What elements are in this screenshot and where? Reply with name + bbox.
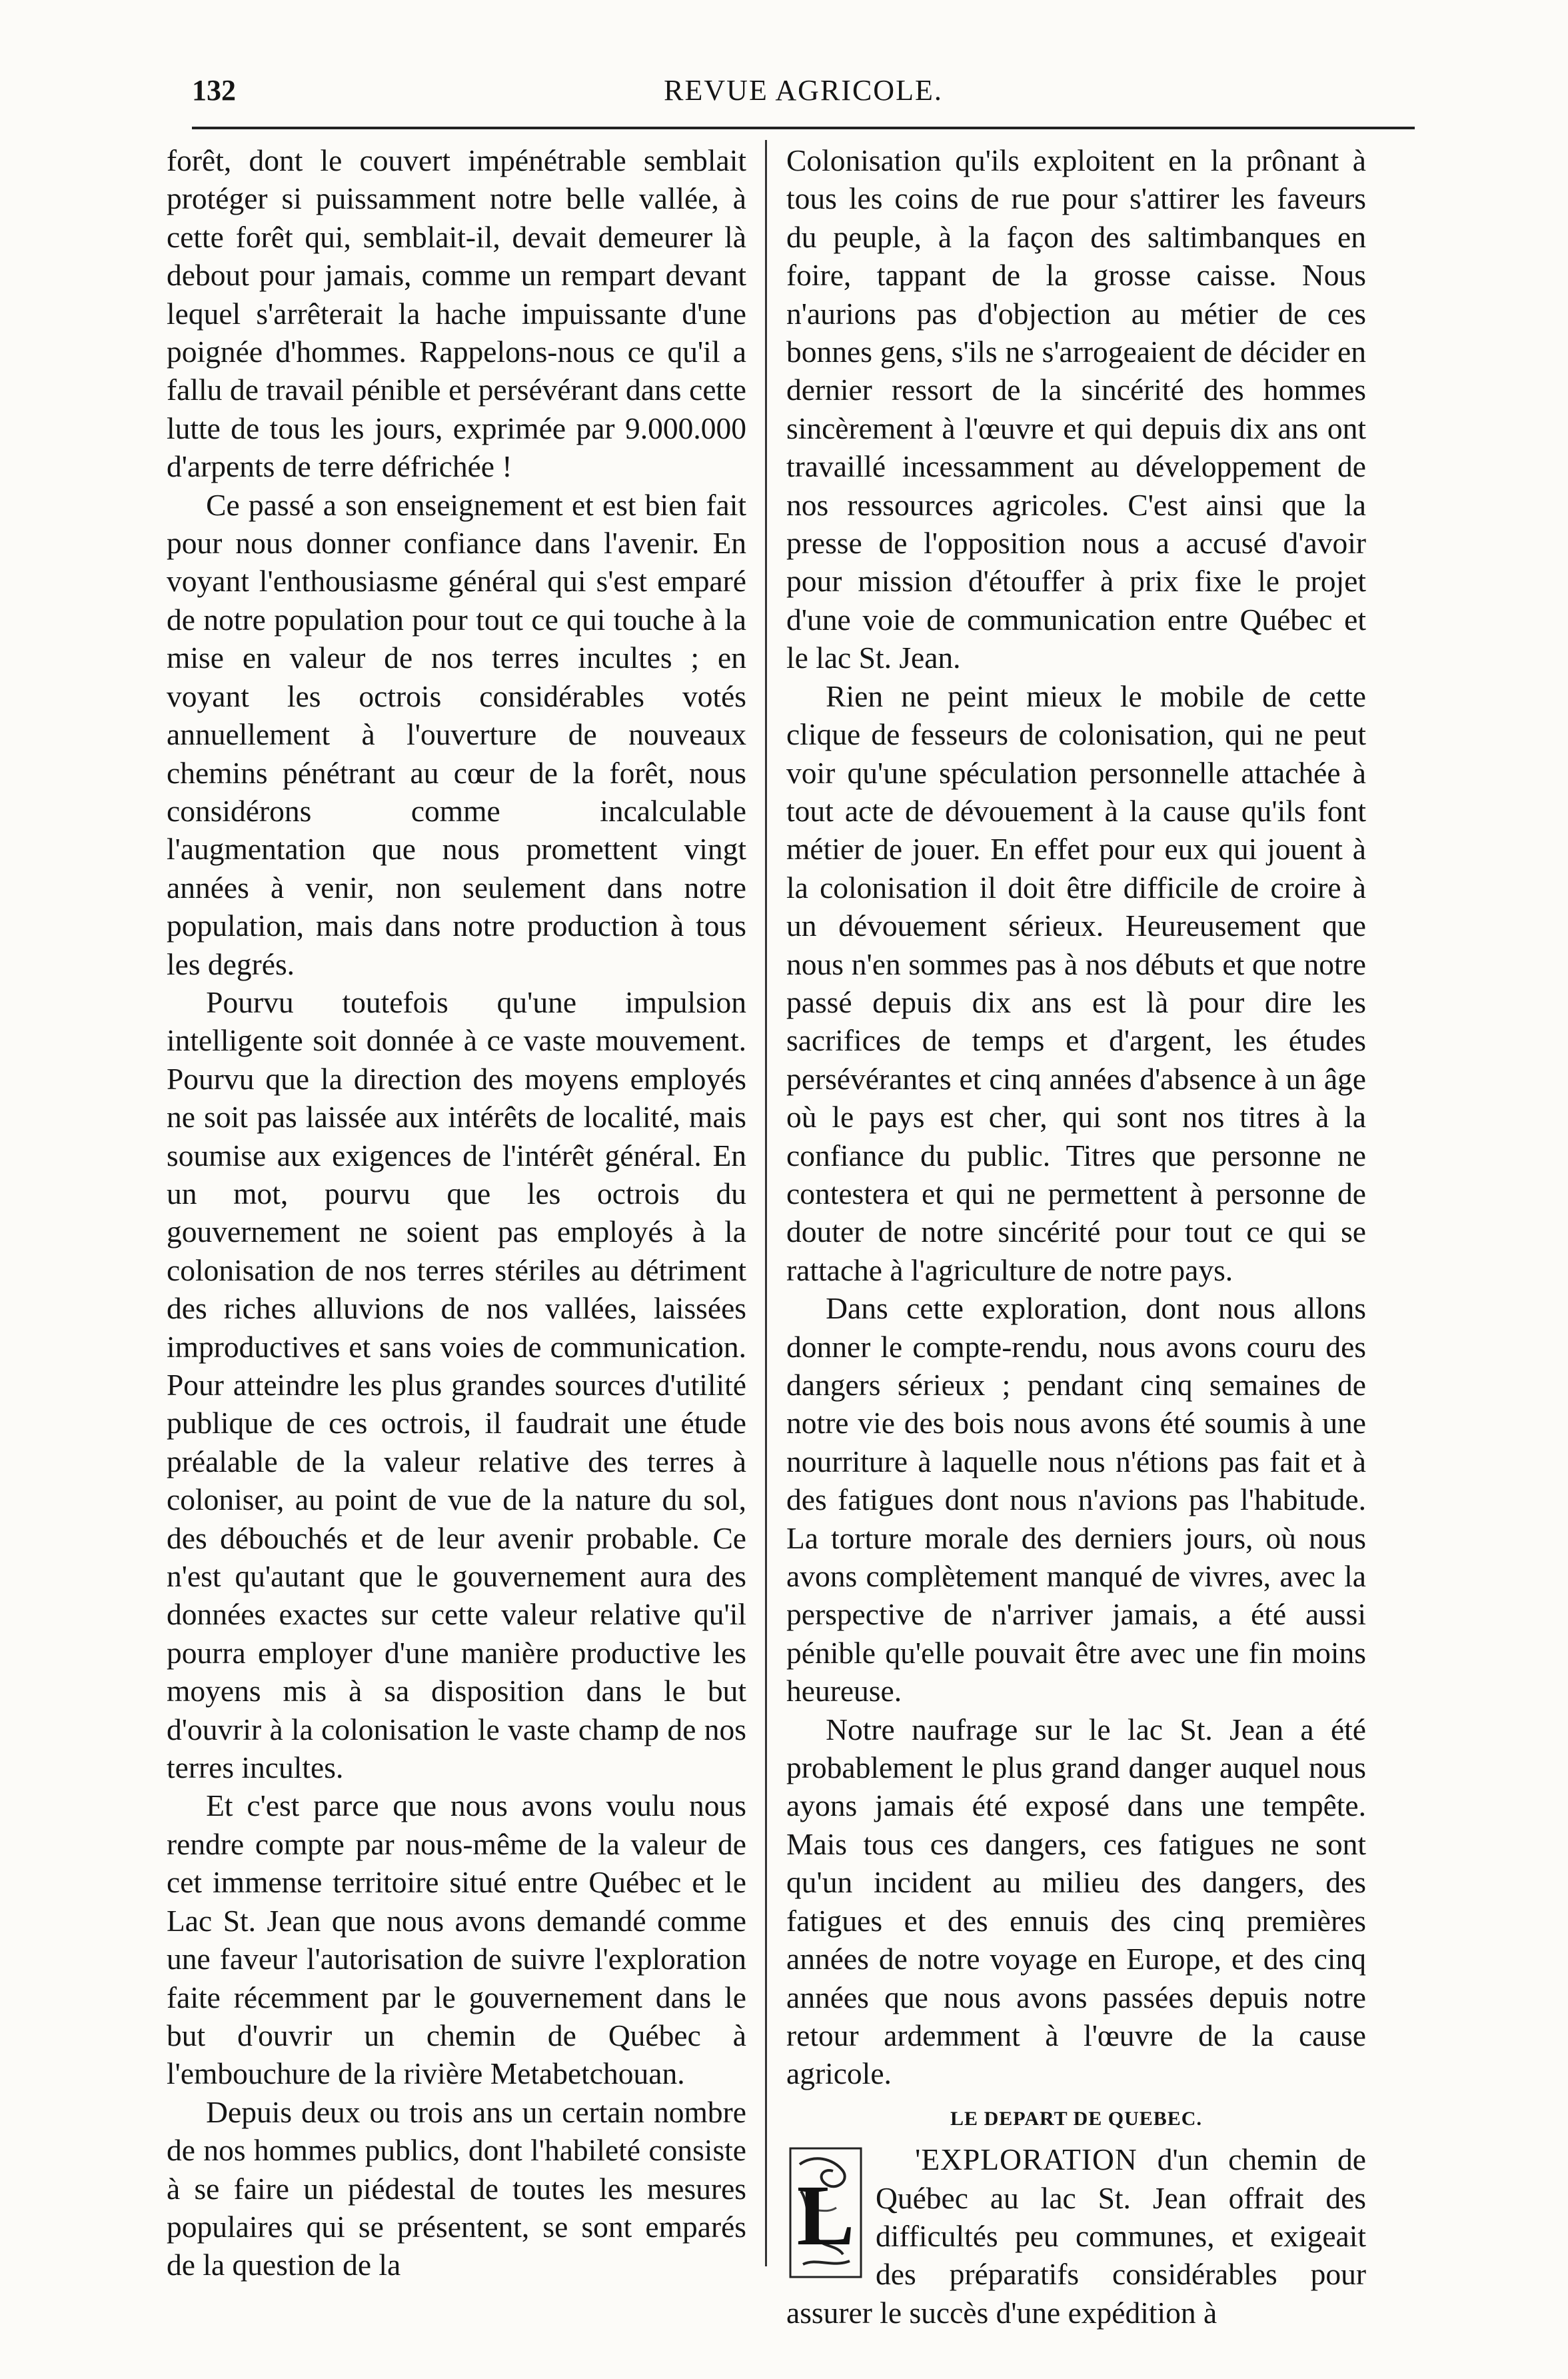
paragraph: Colonisation qu'ils exploitent en la prônant à tous les coins de rue pour s'attirer les faveurs du peuple, à la façon des saltimbanques en foire, tappant de la grosse caisse. Nous n'aurions pas d'objection au métier de ces bonnes gens, s'ils ne s'arrogeaient de décider en dernier ressort de la sincérité des hommes sincèrement à l'œuvre et qui depuis dix ans ont travaillé incessamment au développement de nos ressources agricoles. C'est ainsi que la presse de l'opposition nous a accusé d'avoir pour mission d'étouffer à prix fixe le projet d'une voie de communication entre Québec et le lac St. Jean. (786, 143, 1366, 675)
paragraph: Depuis deux ou trois ans un certain nombre de nos hommes publics, dont l'habileté consiste à se faire un piédestal de toutes les mesures populaires qui se présentent, se sont emparés de la question de la (167, 2094, 746, 2282)
lead-word: 'EXPLORATION (915, 2142, 1138, 2177)
paragraph: forêt, dont le couvert impénétrable semblait protéger si puissamment notre belle vallée, à cette forêt qui, semblait-il, devait demeurer là debout pour jamais, comme un rempart devant lequel s'arrêterait la hache impuissante d'une poignée d'hommes. Rappelons-nous ce qu'il a fallu de travail pénible et persévérant dans cette lutte de tous les jours, exprimée par 9.000.000 d'arpents de terre défrichée ! (167, 143, 746, 484)
running-title: REVUE AGRICOLE. (664, 74, 943, 107)
ornamental-l-icon (786, 2144, 865, 2281)
paragraph: Notre naufrage sur le lac St. Jean a été probablement le plus grand danger auquel nous ayons jamais été exposé dans une tempête. Mais tous ces dangers, ces fatigues ne sont qu'un incident au milieu des dangers, des fatigues et des ennuis des cinq premières années de notre voyage en Europe, et des cinq années que nous avons passées depuis notre retour ardemment à l'œuvre de la cause agricole. (786, 1712, 1366, 2091)
section-heading: LE DEPART DE QUEBEC. (950, 2107, 1202, 2130)
dropcap-letter: L (796, 2168, 855, 2264)
paragraph: Ce passé a son enseignement et est bien fait pour nous donner confiance dans l'avenir. En voyant l'enthousiasme général qui s'est emparé de notre population pour tout ce qui touche à la mise en valeur de nos terres incultes ; en voyant les octrois considérables votés annuellement à l'ouverture de nouveaux chemins pénétrant au cœur de la forêt, nous considérons comme incalculable l'augmentation que nous promettent vingt années à venir, non seulement dans notre population, mais dans notre production à tous les degrés. (167, 487, 746, 981)
left-column (167, 141, 746, 2288)
paragraph: Et c'est parce que nous avons voulu nous rendre compte par nous-même de la valeur de cet immense territoire situé entre Québec et le Lac St. Jean que nous avons demandé comme une faveur l'autorisation de suivre l'exploration faite récemment par le gouvernement dans le but d'ouvrir un chemin de Québec à l'embouchure de la rivière Metabetchouan. (167, 1788, 746, 2091)
page-number: 132 (192, 74, 236, 107)
column-separator (765, 140, 767, 2266)
paragraph-text: d'un chemin de Québec au lac St. Jean offrait des difficultés peu communes, et exigeait des préparatifs considérables pour assurer le succès d'une expédition à (786, 2142, 1366, 2330)
right-column (786, 141, 1366, 2330)
ornamental-dropcap (786, 2144, 865, 2281)
paragraph: Dans cette exploration, dont nous allons donner le compte-rendu, nous avons couru des dangers sérieux ; pendant cinq semaines de notre vie des bois nous avons été soumis à une nourriture à laquelle nous n'étions pas fait et à des fatigues dont nous n'avions pas l'habitude. La torture morale des derniers jours, où nous avons complètement manqué de vivres, avec la perspective de n'arriver jamais, a été aussi pénible qu'elle pouvait être avec une fin moins heureuse. (786, 1291, 1366, 1708)
page-header (192, 67, 1415, 120)
header-rule (192, 127, 1415, 129)
dropcap-paragraph (786, 2140, 1366, 2332)
paragraph: Rien ne peint mieux le mobile de cette clique de fesseurs de colonisation, qui ne peut voir qu'une spéculation personnelle attachée à tout acte de dévouement à la cause qu'ils font métier de jouer. En effet pour eux qui jouent à la colonisation il doit être difficile de croire à un dévouement sérieux. Heureusement que nous n'en sommes pas à nos débuts et que notre passé depuis dix ans est là pour dire les sacrifices de temps et d'argent, les études persévérantes et cinq années d'absence à un âge où le pays est cher, qui sont nos titres à la confiance du public. Titres que personne ne contestera et qui ne permettent à personne de douter de notre sincérité pour tout ce qui se rattache à l'agriculture de notre pays. (786, 679, 1366, 1287)
paragraph: Pourvu toutefois qu'une impulsion intelligente soit donnée à ce vaste mouvement. Pourvu que la direction des moyens employés ne soit pas laissée aux intérêts de localité, mais soumise aux exigences de l'intérêt général. En un mot, pourvu que les octrois du gouvernement ne soient pas employés à la colonisation de nos terres stériles au détriment des riches alluvions de nos vallées, laissées improductives et sans voies de communication. Pour atteindre les plus grandes sources d'utilité publique de ces octrois, il faudrait une étude préalable de la valeur relative des terres à coloniser, au point de vue de la nature du sol, des débouchés et de leur avenir probable. Ce n'est qu'autant que le gouvernement aura des données exactes sur cette valeur relative qu'il pourra employer d'une manière productive les moyens mis à sa disposition dans le but d'ouvrir à la colonisation le vaste champ de nos terres incultes. (167, 985, 746, 1785)
